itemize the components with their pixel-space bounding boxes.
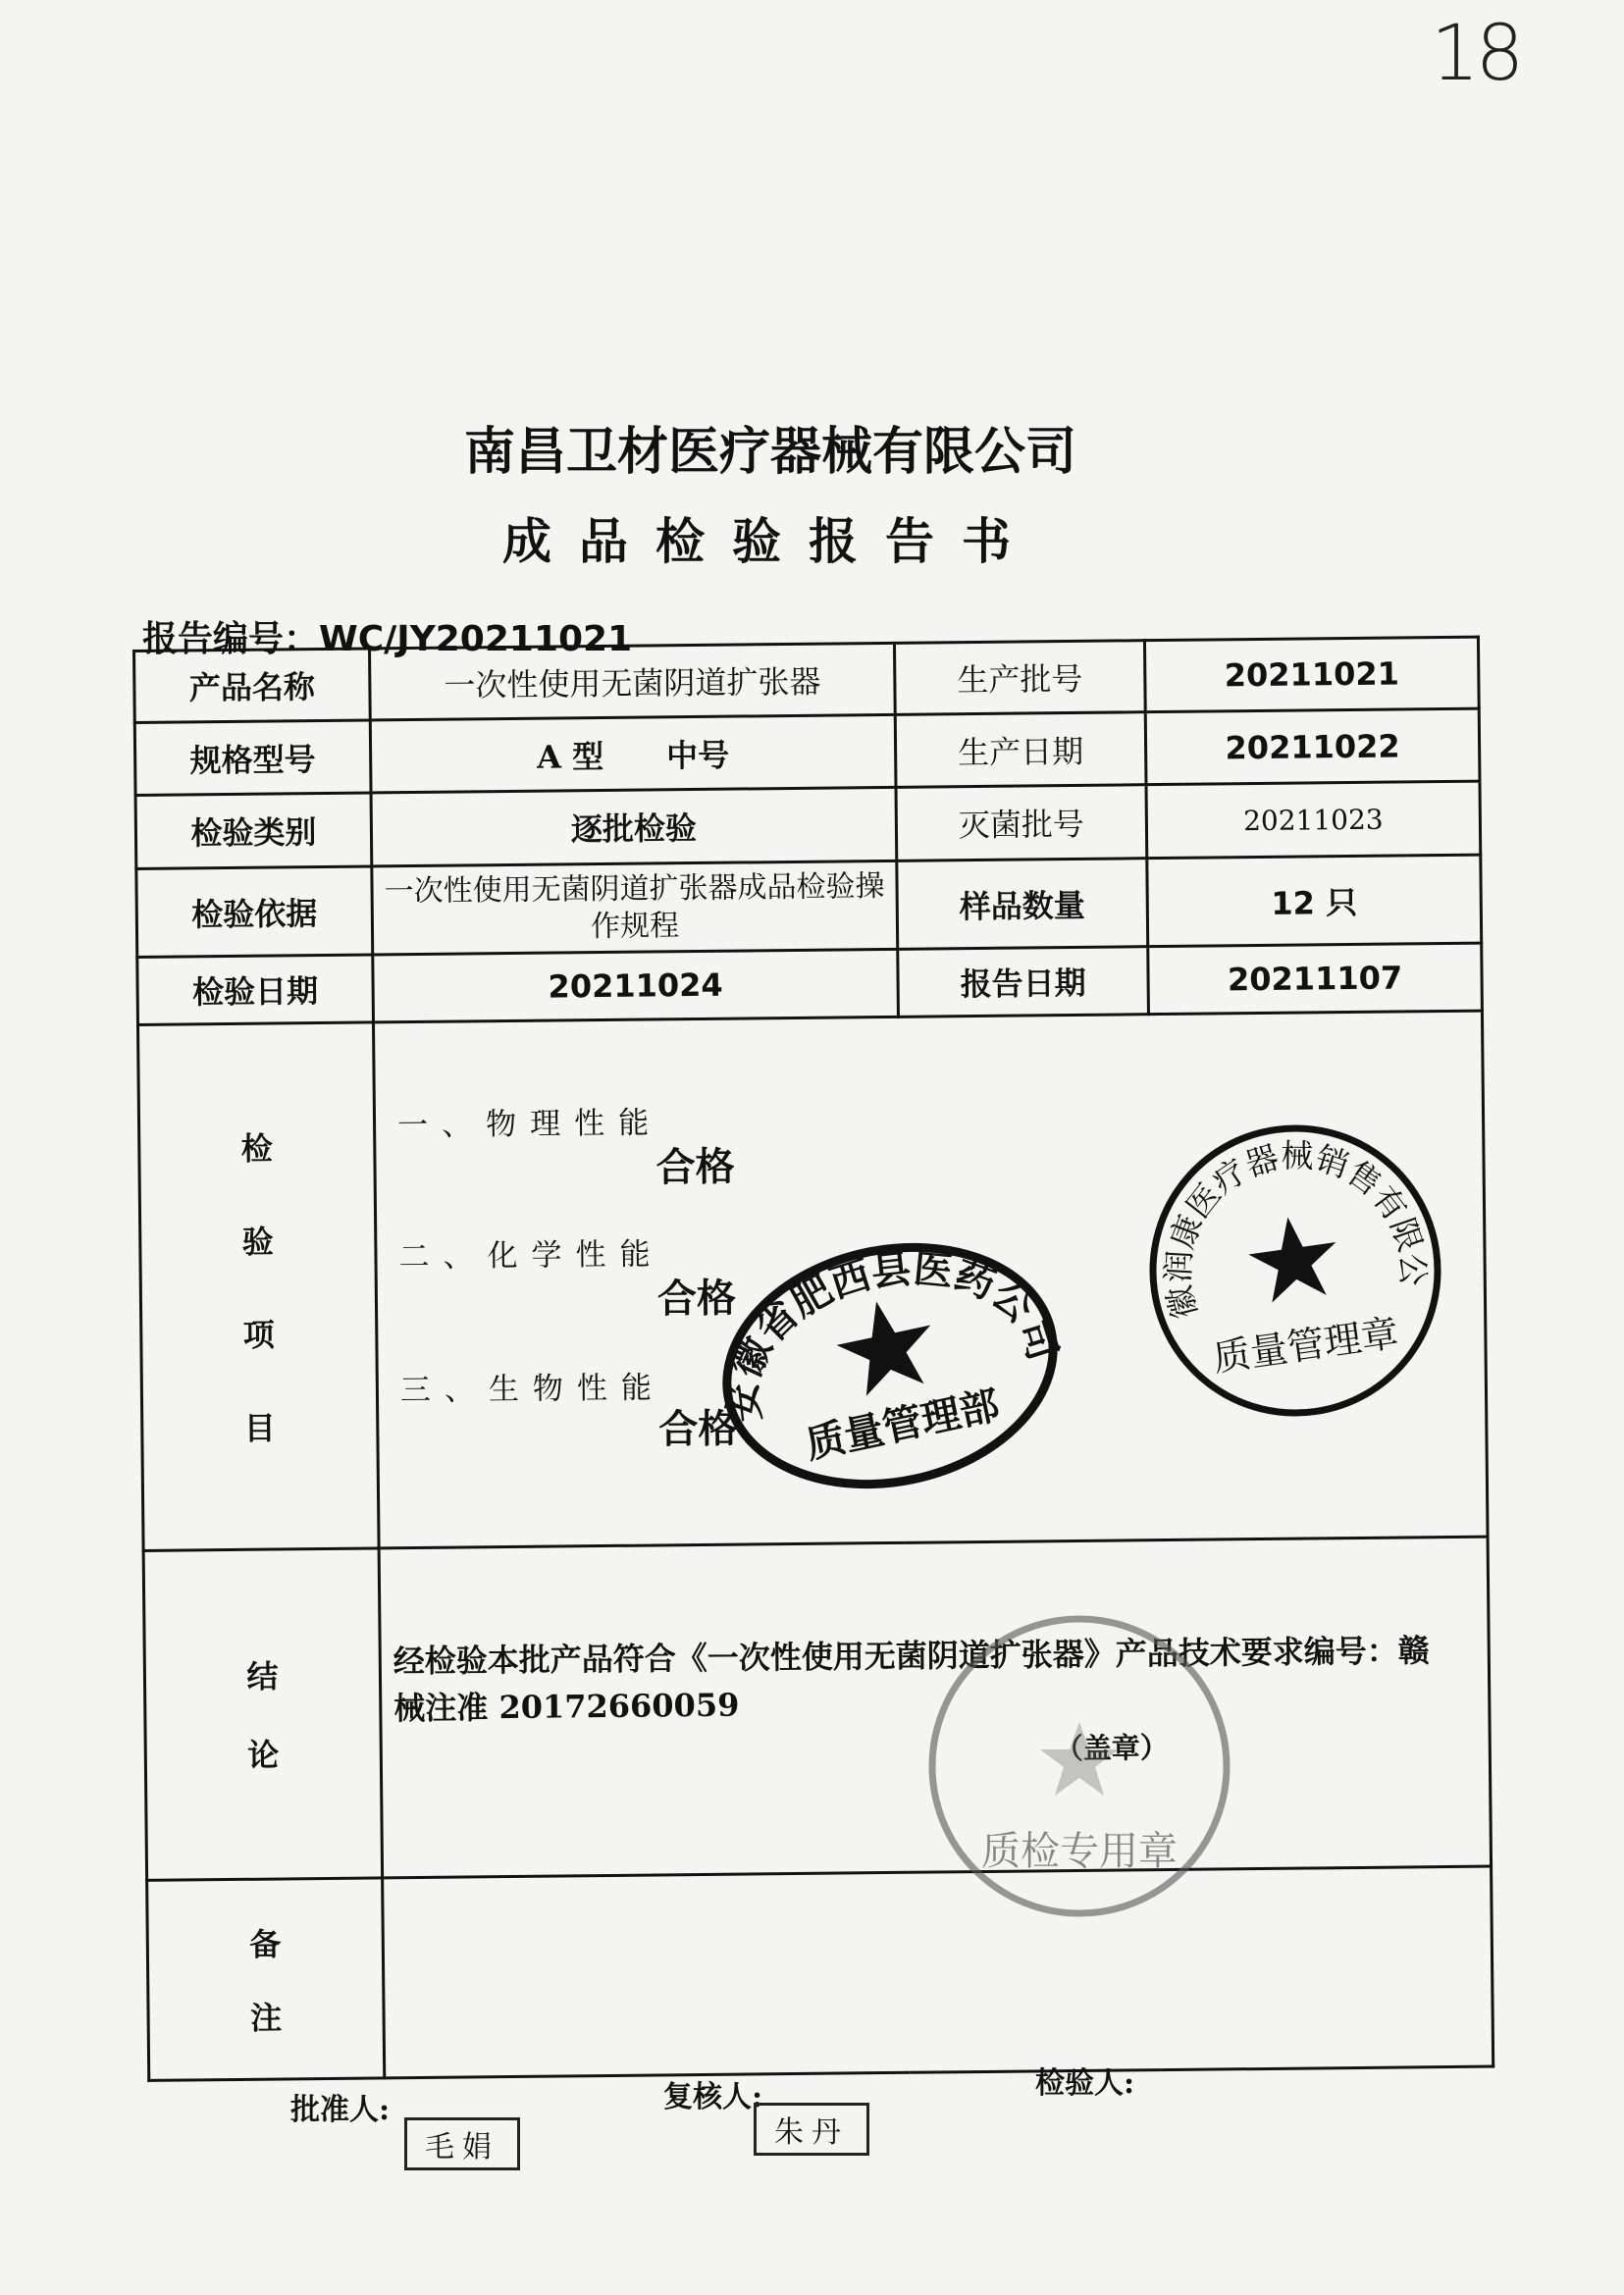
table-row [136,855,1482,957]
document-title: 成品检验报告书 [502,512,1038,570]
items-label-char: 检 [240,1129,274,1168]
conclusion-label-char: 结 [246,1657,279,1696]
approver-label: 批准人: [290,2093,391,2127]
sample-qty-label: 样品数量 [897,859,1148,949]
insp-type-value: 逐批检验 [371,787,897,866]
items-label-cell [138,1022,380,1550]
table-row [147,1866,1493,2080]
prod-date-value: 20211022 [1145,709,1480,785]
product-name-value: 一次性使用无菌阴道扩张器 [370,643,896,720]
sample-qty-value: 12 只 [1147,855,1482,946]
insp-date-value: 20211024 [373,949,899,1022]
product-name-label: 产品名称 [134,649,371,723]
qc-seal [922,1609,1236,1923]
items-label-char: 验 [241,1223,275,1261]
item-biological: 三、生物性能 [399,1370,666,1409]
batch-no-label: 生产批号 [894,641,1145,715]
remarks-label-cell [147,1878,385,2080]
reviewer-name-stamp: 朱丹 [754,2103,869,2156]
spec-value: A 型 中号 [370,715,896,793]
reviewer-label: 复核人: [663,2080,763,2114]
prod-date-label: 生产日期 [895,712,1146,787]
remarks-label-char: 注 [249,1999,283,2037]
company-name: 南昌卫材医疗器械有限公司 [463,422,1076,482]
star-icon [1244,1211,1343,1305]
quality-dept-seal [708,1231,1072,1501]
report-date-label: 报告日期 [898,947,1149,1017]
report-number-value: WC/JY20211021 [319,619,633,659]
approver-name-stamp: 毛娟 [404,2117,520,2170]
table-row [143,1537,1491,1881]
basis-value: 一次性使用无菌阴道扩张器成品检验操作规程 [372,861,898,955]
seal1-bottom-text: 质量管理部 [802,1382,1004,1468]
steril-no-label: 灭菌批号 [896,785,1147,861]
items-label-char: 目 [243,1409,277,1447]
seal-note: （盖章） [1054,1730,1169,1765]
seal3-bottom-text: 质检专用章 [981,1829,1178,1874]
star-icon [1040,1722,1119,1796]
seal2-top-text: 安徽润康医疗器械销售有限公司 [1158,1136,1433,1323]
quality-mgmt-seal [1143,1119,1447,1423]
seal2-bottom-text: 质量管理章 [1210,1311,1401,1381]
item-physical-result: 合格 [655,1143,735,1191]
insp-type-label: 检验类别 [135,793,372,869]
insp-date-label: 检验日期 [137,955,374,1025]
spec-label: 规格型号 [134,720,371,795]
item-chemical: 二、化学性能 [398,1236,664,1276]
star-icon [829,1291,942,1399]
seal1-top-text: 安徽省肥西县医药公司 [718,1245,1067,1425]
basis-label: 检验依据 [136,866,373,957]
item-physical: 一、物理性能 [396,1105,663,1144]
conclusion-label-cell [143,1547,383,1880]
page-number: 18 [1431,10,1521,98]
conclusion-label-char: 论 [247,1736,280,1775]
remarks-label-char: 备 [249,1925,282,1963]
steril-no-value: 20211023 [1146,781,1481,859]
inspector-label: 检验人: [1035,2066,1135,2101]
items-label-char: 项 [242,1316,276,1354]
report-date-value: 20211107 [1148,943,1483,1015]
table-row [135,781,1481,869]
item-chemical-result: 合格 [656,1275,737,1323]
conclusion-text: 经检验本批产品符合《一次性使用无菌阴道扩张器》产品技术要求编号：赣械注准 20172660059 [393,1631,1430,1727]
report-number-label: 报告编号： [142,618,320,659]
batch-no-value: 20211021 [1144,637,1479,712]
item-biological-result: 合格 [658,1405,738,1453]
